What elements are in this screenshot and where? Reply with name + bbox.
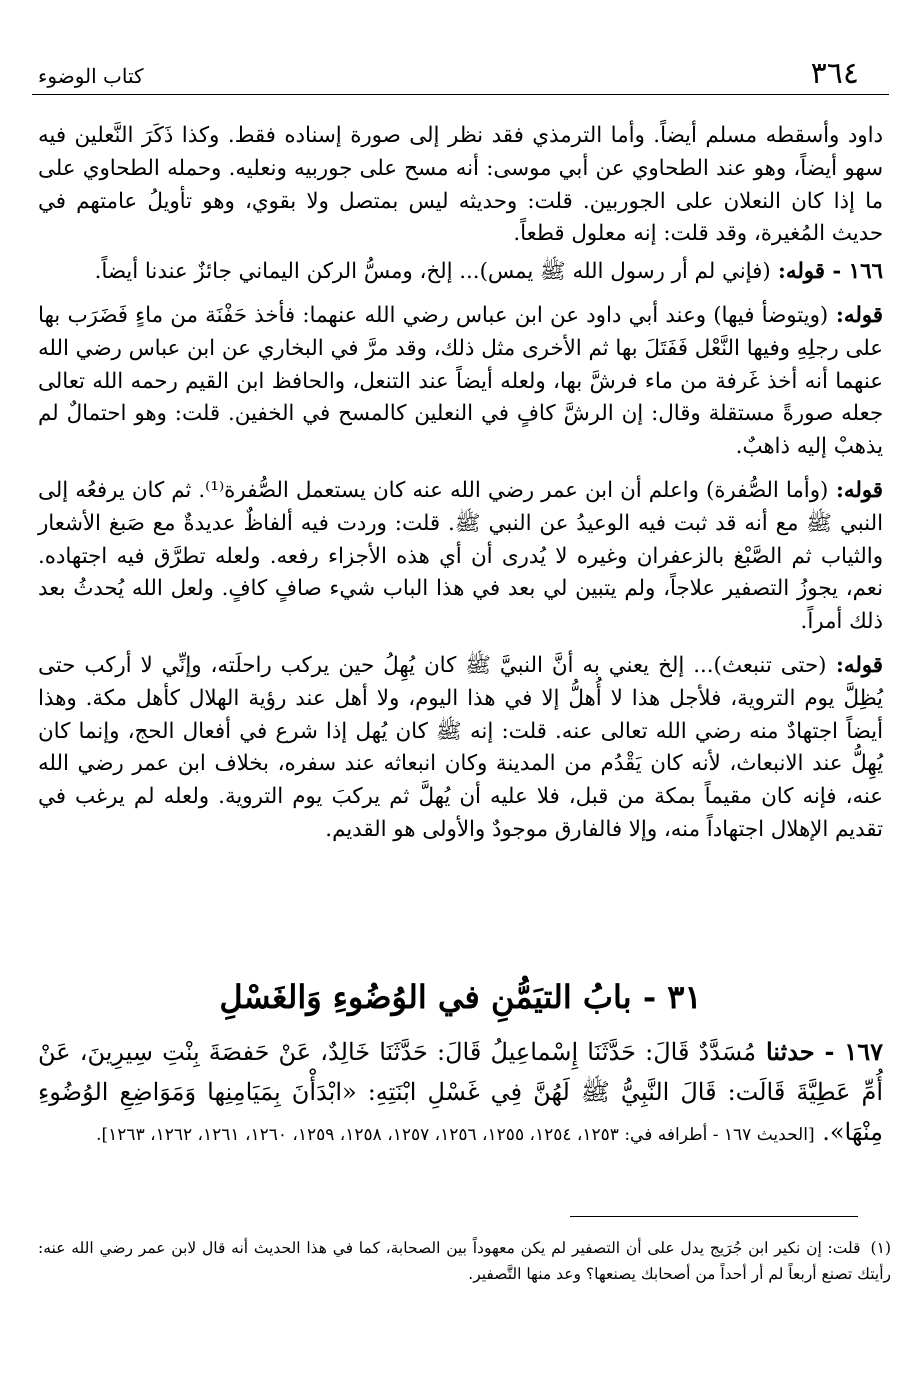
footnote-rule xyxy=(570,1216,858,1217)
paragraph xyxy=(38,475,883,639)
paragraph-lead: قوله: xyxy=(826,652,883,678)
hadith-cross-reference: [الحديث ١٦٧ - أطرافه في: ١٢٥٣، ١٢٥٤، ١٢٥٥، ١٢٥٦، ١٢٥٧، ١٢٥٨، ١٢٥٩، ١٢٦٠، ١٢٦١، ١٢٦٢، ١٢٦٣]. xyxy=(96,1125,815,1145)
paragraph-lead: ١٦٦ - قوله: xyxy=(770,259,883,285)
page-number: ٣٦٤ xyxy=(810,56,859,91)
commentary-body xyxy=(38,120,883,847)
header-rule xyxy=(32,94,889,95)
paragraph xyxy=(38,120,883,251)
paragraph-text: (حتى تنبعث)... إلخ يعني به أنَّ النبيَّ ﷺ كان يُهِلُ حين يركب راحلَته، وإنِّي لا أركب حتى يُظِلَّ يوم التروية، فلأجل هذا لا أُهلُّ إلا في هذا اليوم، ولا أهل عند رؤية الهلال كأهل مكة. وهذا أيضاً اجتهادٌ منه رضي الله تعالى عنه. قلت: إنه ﷺ كان يُهل إذا شرع في أفعال الحج، وإنما كان يُهِلُّ عند الانبعاث، لأنه كان يَقْدُم من المدينة وكان انبعاثه عند سفره، بخلاف ابن عمر رضي الله عنه، فإنه كان مقيماً بمكة من قبل، فلا عليه أن يُهلَّ ثم يركبَ يوم التروية. ولعله لم يرغب في تقديم الإهلال اجتهاداً منه، وإلا فالفارق موجودٌ والأولى هو القديم. xyxy=(38,652,883,842)
footnote-marker: (١) xyxy=(870,1239,891,1257)
paragraph-lead: قوله: xyxy=(828,477,883,503)
paragraph-text: (فإني لم أر رسول الله ﷺ يمس)... إلخ، ومسُّ الركن اليماني جائزٌ عندنا أيضاً. xyxy=(94,259,771,285)
paragraph xyxy=(38,650,883,847)
footnote xyxy=(38,1236,891,1287)
paragraph-text: (وأما الصُّفرة) واعلم أن ابن عمر رضي الله عنه كان يستعمل الصُّفرة⁽¹⁾. ثم كان يرفعُه إلى النبي ﷺ مع أنه قد ثبت فيه الوعيدُ عن النبي ﷺ. قلت: وردت فيه ألفاظٌ عديدةٌ مع صَبغ الأشعار والثياب ثم الصَّبْغ بالزعفران وغيره لا يُدرى أن أي هذه الأجزاء رفعه. ولعله تطرَّق فيه اجتهاده. نعم، يجوزُ التصفير علاجاً، ولم يتبين لي بعد في هذا الباب شيء صافٍ كافٍ. ولعل الله يُحدثُ بعد ذلك أمراً. xyxy=(38,477,883,635)
page-header xyxy=(32,48,889,94)
paragraph xyxy=(38,300,883,464)
footnote-body: قلت: إن نكير ابن جُرَيج يدل على أن التصفير لم يكن معهوداً بين الصحابة، كما في هذا الحديث أنه قال لابن عمر رضي الله عنه: رأيتك تصنع أربعاً لم أر أحداً من أصحابك يصنعها؟ وعد منها التَّصفير. xyxy=(38,1239,891,1283)
hadith-body: مُسَدَّدٌ قَالَ: حَدَّثَنَا إِسْماعِيلُ قَالَ: حَدَّثَنَا خَالِدٌ، عَنْ حَفصَةَ بِنْتِ سِيرِينَ، عَنْ أُمِّ عَطِيَّةَ قَالَت: قَالَ النَّبِيُّ ﷺ لَهُنَّ فِي غَسْلِ ابْنَتِهِ: «ابْدَأْنَ بِمَيَامِنِها وَمَوَاضِعِ الوُضُوءِ مِنْهَا». xyxy=(38,1038,884,1146)
paragraph-text: (ويتوضأ فيها) وعند أبي داود عن ابن عباس رضي الله عنهما: فأخذ حَفْنَة من ماءٍ فَضَرَب بها على رجلِهِ وفيها النَّعْل فَفَتَلَ بها ثم الأخرى مثل ذلك، وقد مرَّ في البخاري عن ابن عباس رضي الله عنهما أنه أخذ غَرفة من ماء فرشَّ بها، ولعله أيضاً عند التنعل، والحافظ ابن القيم رحمه الله تعالى جعله صورةً مستقلة وقال: إن الرشَّ كافٍ في النعلين كالمسح في الخفين. قلت: وهو احتمالٌ لم يذهبْ إليه ذاهبٌ. xyxy=(38,302,883,460)
hadith-block xyxy=(38,1032,883,1155)
running-title: كتاب الوضوء xyxy=(38,64,144,88)
paragraph-lead: قوله: xyxy=(828,302,883,328)
paragraph-text: داود وأسقطه مسلم أيضاً. وأما الترمذي فقد نظر إلى صورة إسناده فقط. وكذا ذَكَرَ النَّعلين فيه سهو أيضاً، وهو عند الطحاوي عن أبي موسى: أنه مسح على جوربيه ونعليه. وحمله الطحاوي على ما إذا كان النعلان على الجوربين. قلت: وحديثه ليس بمتصل ولا بقوي، وهو تأويلُ عامتهم في حديث المُغيرة، وقد قلت: إنه معلول قطعاً. xyxy=(38,123,883,247)
hadith-text xyxy=(38,1032,883,1155)
chapter-heading: ٣١ - بابُ التيَمُّنِ في الوُضُوءِ وَالغَسْلِ xyxy=(219,978,702,1016)
hadith-number: ١٦٧ - حدثنا xyxy=(756,1037,883,1066)
footnote-text xyxy=(38,1236,891,1287)
paragraph xyxy=(38,256,883,289)
